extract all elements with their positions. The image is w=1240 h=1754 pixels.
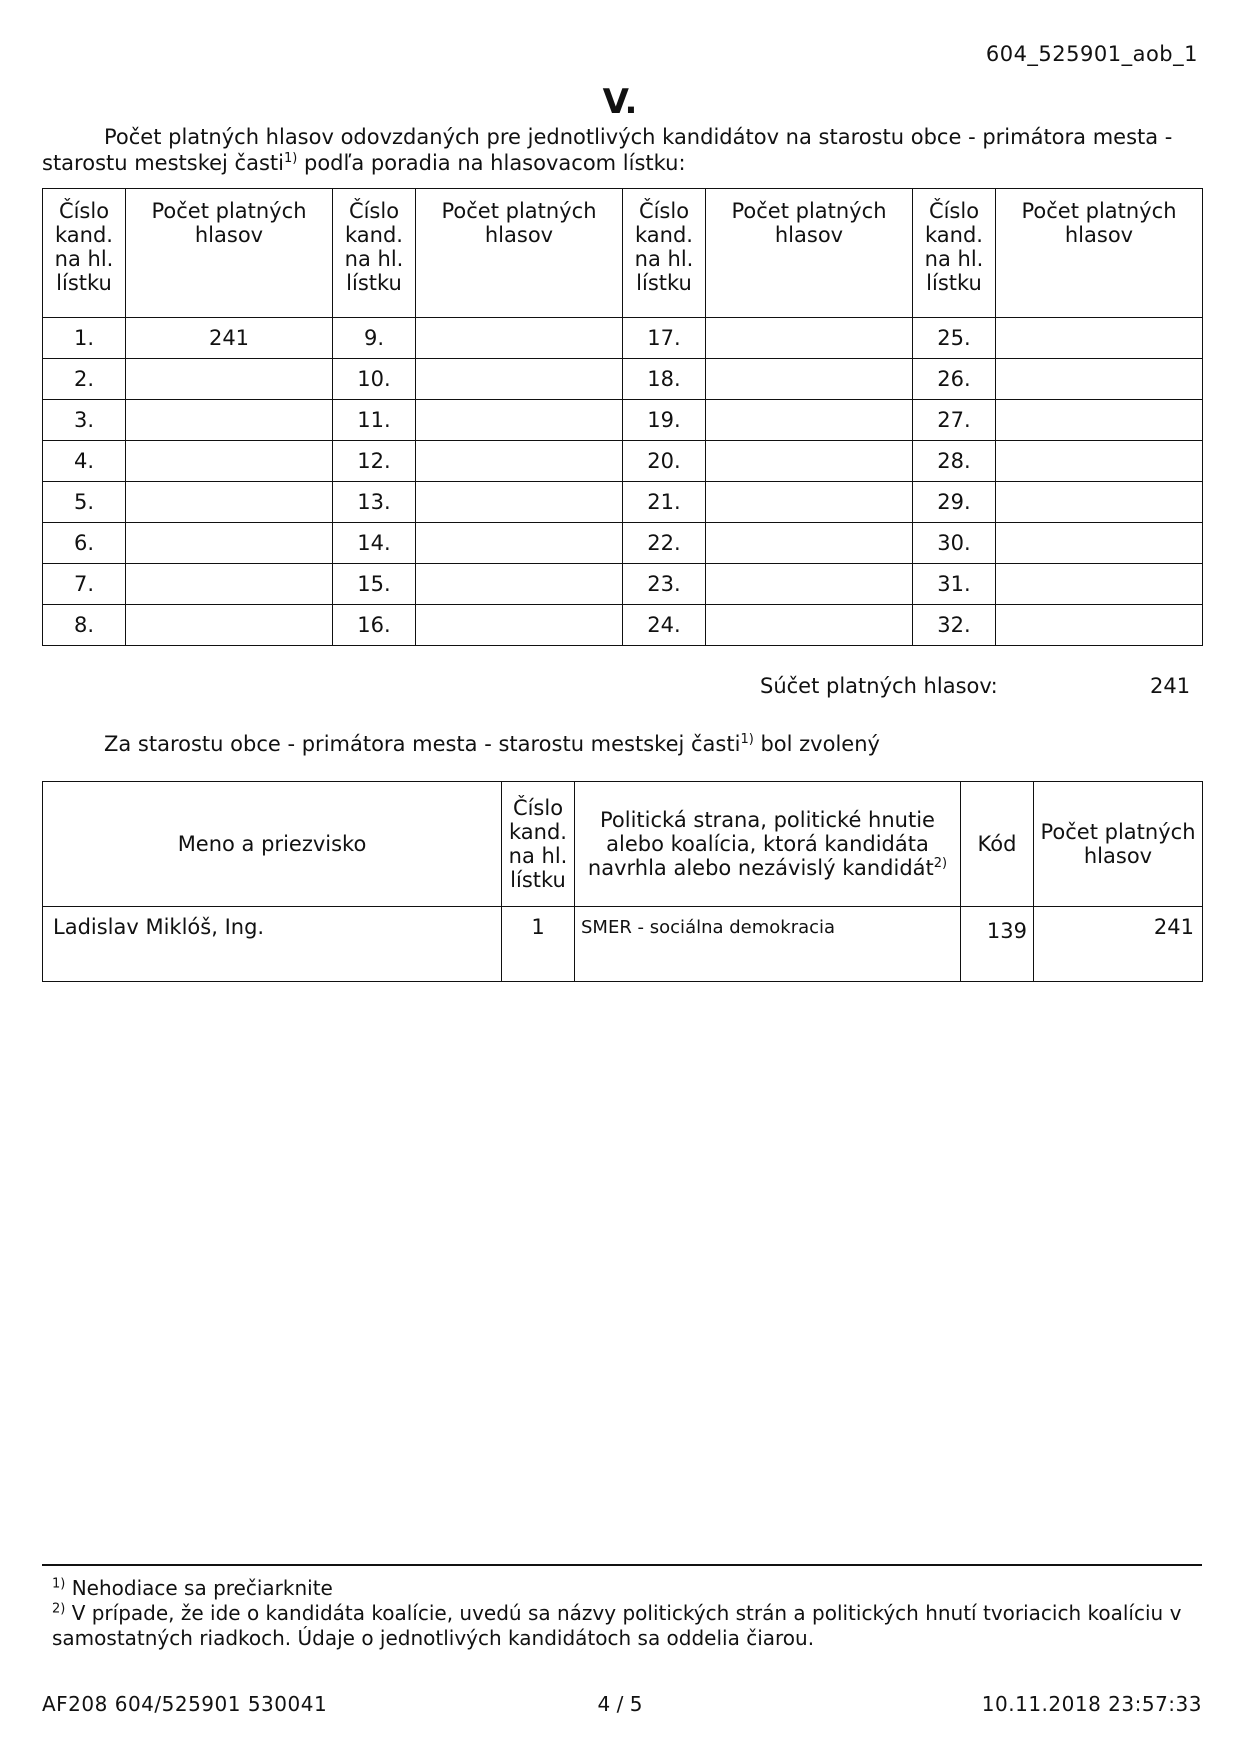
candidate-number-cell: 16. — [333, 605, 416, 646]
candidate-number-cell: 9. — [333, 318, 416, 359]
footnote-divider — [42, 1564, 1202, 1566]
vote-count-cell — [706, 318, 913, 359]
col-header-number: Číslo kand. na hl. lístku — [43, 189, 126, 318]
votes-table-body — [43, 318, 1203, 646]
vote-count-cell — [416, 318, 623, 359]
footnote-mark: 2) — [52, 1601, 66, 1617]
col-header-number: Číslo kand. na hl. lístku — [333, 189, 416, 318]
vote-count-cell — [416, 523, 623, 564]
col-header-votes: Počet platných hlasov — [126, 189, 333, 318]
vote-count-cell — [996, 564, 1203, 605]
candidate-number-cell: 13. — [333, 482, 416, 523]
votes-table-header — [43, 189, 1203, 318]
intro-paragraph — [42, 124, 1212, 176]
table-row — [43, 441, 1203, 482]
candidate-number-cell: 10. — [333, 359, 416, 400]
candidate-row — [43, 907, 1203, 982]
vote-count-cell — [996, 359, 1203, 400]
vote-count-cell — [706, 564, 913, 605]
elected-table-header — [43, 782, 1203, 907]
candidate-number-cell: 27. — [913, 400, 996, 441]
col-header-votes: Počet platných hlasov — [996, 189, 1203, 318]
col-header-votes: Počet platných hlasov — [416, 189, 623, 318]
table-row — [43, 564, 1203, 605]
header-party-text: Politická strana, politické hnutie alebo koalícia, ktorá kandidáta navrhla alebo nezávislý kandidát — [587, 808, 935, 880]
vote-count-cell — [126, 482, 333, 523]
sum-label: Súčet platných hlasov: — [760, 674, 998, 698]
footnote-2 — [52, 1601, 1202, 1651]
table-row — [43, 400, 1203, 441]
candidate-number-cell: 4. — [43, 441, 126, 482]
vote-count-cell — [416, 400, 623, 441]
footnotes — [52, 1576, 1202, 1651]
col-header-number: Číslo kand. na hl. lístku — [913, 189, 996, 318]
candidate-number-cell: 28. — [913, 441, 996, 482]
candidate-votes: 241 — [1034, 907, 1203, 982]
vote-count-cell — [126, 400, 333, 441]
candidate-number-cell: 21. — [623, 482, 706, 523]
vote-count-cell — [996, 441, 1203, 482]
candidate-number-cell: 11. — [333, 400, 416, 441]
vote-count-cell — [126, 564, 333, 605]
header-name: Meno a priezvisko — [43, 782, 502, 907]
header-number: Číslo kand. na hl. lístku — [502, 782, 575, 907]
sum-value: 241 — [1150, 674, 1191, 698]
candidate-number-cell: 12. — [333, 441, 416, 482]
footnote-mark: 1) — [52, 1576, 66, 1592]
footnote-ref: 2) — [933, 856, 948, 871]
footnote-text: Nehodiace sa prečiarknite — [65, 1576, 333, 1600]
vote-count-cell — [706, 605, 913, 646]
table-row — [43, 523, 1203, 564]
intro-text: Počet platných hlasov odovzdaných pre jednotlivých kandidátov na starostu obce - primátora mesta - starostu mestskej časti — [42, 125, 1173, 175]
candidate-number-cell: 14. — [333, 523, 416, 564]
elected-text-end: bol zvolený — [753, 732, 880, 756]
candidate-party: SMER - sociálna demokracia — [575, 907, 961, 982]
vote-count-cell — [126, 441, 333, 482]
vote-count-cell — [996, 400, 1203, 441]
vote-count-cell — [706, 523, 913, 564]
candidate-number-cell: 19. — [623, 400, 706, 441]
candidate-number-cell: 25. — [913, 318, 996, 359]
candidate-name: Ladislav Miklóš, Ing. — [43, 907, 502, 982]
candidate-number-cell: 20. — [623, 441, 706, 482]
vote-count-cell — [996, 482, 1203, 523]
vote-count-cell — [126, 605, 333, 646]
header-party — [575, 782, 961, 907]
candidate-number-cell: 7. — [43, 564, 126, 605]
candidate-number-cell: 15. — [333, 564, 416, 605]
elected-text: Za starostu obce - primátora mesta - starostu mestskej časti — [104, 732, 741, 756]
footnote-ref: 1) — [740, 732, 754, 747]
table-row — [43, 482, 1203, 523]
table-row — [43, 318, 1203, 359]
candidate-number-cell: 24. — [623, 605, 706, 646]
page-number: 4 / 5 — [597, 1692, 643, 1716]
header-code: Kód — [961, 782, 1034, 907]
candidate-number-cell: 5. — [43, 482, 126, 523]
elected-line — [104, 732, 880, 756]
document-id: 604_525901_aob_1 — [985, 42, 1198, 66]
candidate-number-cell: 6. — [43, 523, 126, 564]
candidate-number-cell: 1. — [43, 318, 126, 359]
vote-count-cell — [706, 359, 913, 400]
vote-count-cell — [706, 400, 913, 441]
candidate-number: 1 — [502, 907, 575, 982]
candidate-number-cell: 23. — [623, 564, 706, 605]
candidate-number-cell: 18. — [623, 359, 706, 400]
table-row — [43, 605, 1203, 646]
vote-count-cell — [996, 523, 1203, 564]
vote-count-cell — [706, 441, 913, 482]
section-number: V. — [602, 82, 638, 122]
vote-count-cell — [996, 605, 1203, 646]
footnote-text: V prípade, že ide o kandidáta koalície, uvedú sa názvy politických strán a politických hnutí tvoriacich koalíciu v samostatných riadkoch. Údaje o jednotlivých kandidátoch sa oddelia čiarou. — [52, 1601, 1182, 1650]
vote-count-cell — [416, 605, 623, 646]
footer-code: AF208 604/525901 530041 — [42, 1692, 328, 1716]
col-header-votes: Počet platných hlasov — [706, 189, 913, 318]
header-votes: Počet platných hlasov — [1034, 782, 1203, 907]
candidate-number-cell: 31. — [913, 564, 996, 605]
intro-text-end: podľa poradia na hlasovacom lístku: — [297, 151, 686, 175]
candidate-number-cell: 8. — [43, 605, 126, 646]
candidate-number-cell: 22. — [623, 523, 706, 564]
vote-count-cell — [706, 482, 913, 523]
footnote-ref: 1) — [283, 151, 298, 166]
table-row — [43, 359, 1203, 400]
vote-count-cell — [996, 318, 1203, 359]
col-header-number: Číslo kand. na hl. lístku — [623, 189, 706, 318]
elected-table — [42, 781, 1203, 982]
vote-count-cell — [416, 482, 623, 523]
vote-count-cell — [126, 523, 333, 564]
candidate-number-cell: 32. — [913, 605, 996, 646]
candidate-number-cell: 2. — [43, 359, 126, 400]
candidate-number-cell: 30. — [913, 523, 996, 564]
candidate-number-cell: 3. — [43, 400, 126, 441]
vote-count-cell — [416, 441, 623, 482]
vote-count-cell — [126, 359, 333, 400]
candidate-number-cell: 17. — [623, 318, 706, 359]
vote-count-cell: 241 — [126, 318, 333, 359]
candidate-code: 139 — [961, 907, 1034, 982]
footnote-1 — [52, 1576, 1202, 1601]
votes-table — [42, 188, 1203, 646]
vote-count-cell — [416, 359, 623, 400]
candidate-number-cell: 26. — [913, 359, 996, 400]
footer-timestamp: 10.11.2018 23:57:33 — [981, 1692, 1202, 1716]
candidate-number-cell: 29. — [913, 482, 996, 523]
vote-count-cell — [416, 564, 623, 605]
